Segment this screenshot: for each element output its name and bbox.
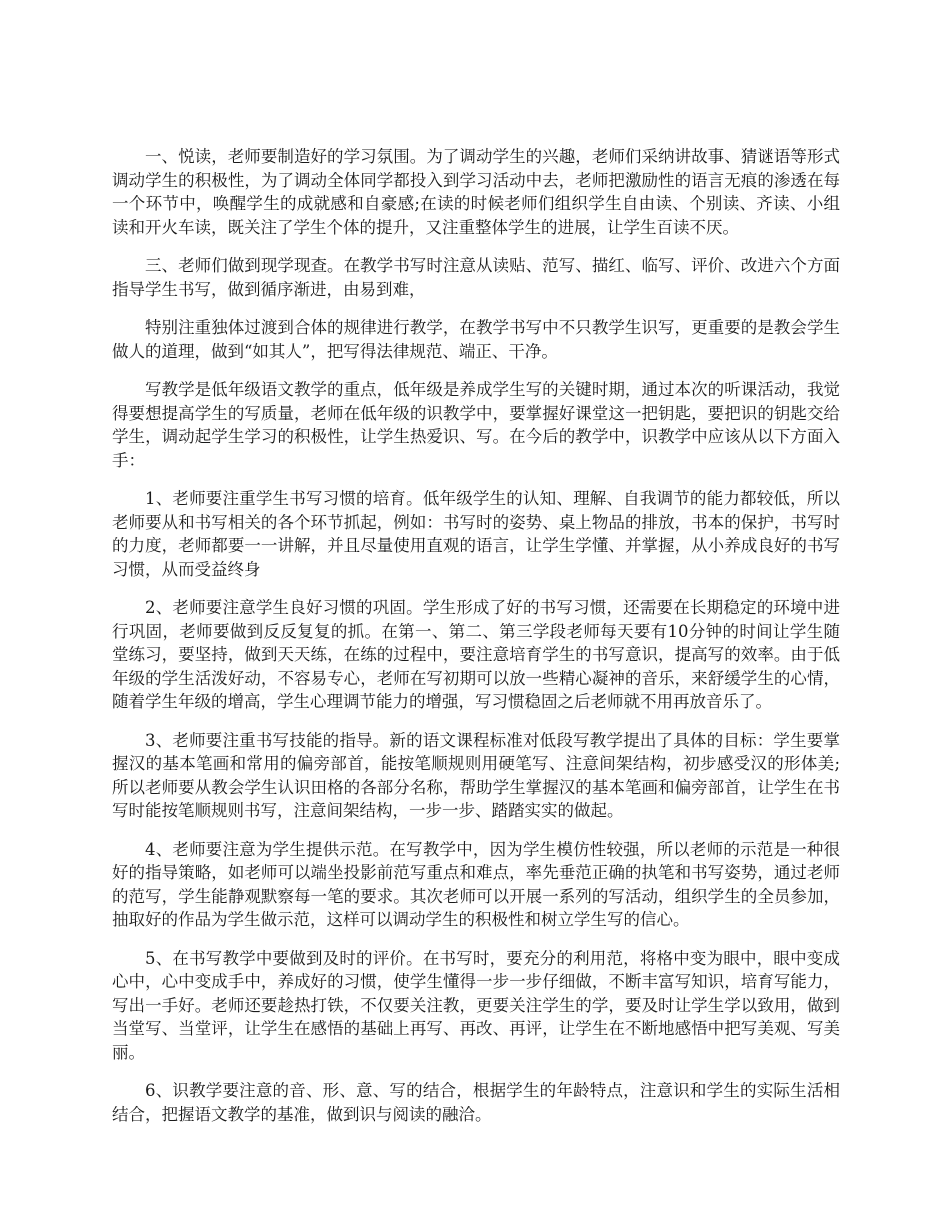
paragraph-point-3-skills: 3、老师要注重书写技能的指导。新的语文课程标准对低段写教学提出了具体的目标：学生要掌握汉的基本笔画和常用的偏旁部首，能按笔顺规则用硬笔写、注意间架结构，初步感受汉的形体美;所以老师要从教会学生认识田格的各部分名称，帮助学生掌握汉的基本笔画和偏旁部首，让学生在书写时能按笔顺规则书写，注意间架结构，一步一步、踏踏实实的做起。 [112, 730, 840, 820]
document-body [112, 145, 840, 1141]
paragraph-point-1-habits: 1、老师要注重学生书写习惯的培育。低年级学生的认知、理解、自我调节的能力都较低，所以老师要从和书写相关的各个环节抓起，例如：书写时的姿势、桌上物品的排放，书本的保护，书写时的力度，老师都要一一讲解，并且尽量使用直观的语言，让学生学懂、并掌握，从小养成良好的书写习惯，从而受益终身 [112, 489, 840, 579]
paragraph-reading-atmosphere: 一、悦读，老师要制造好的学习氛围。为了调动学生的兴趣，老师们采纳讲故事、猜谜语等形式调动学生的积极性，为了调动全体同学都投入到学习活动中去，老师把激励性的语言无痕的渗透在每一个环节中，唤醒学生的成就感和自豪感;在读的时候老师们组织学生自由读、个别读、齐读、小组读和开火车读，既关注了学生个体的提升，又注重整体学生的进展，让学生百读不厌。 [112, 147, 840, 237]
paragraph-point-4-demonstration: 4、老师要注意为学生提供示范。在写教学中，因为学生模仿性较强，所以老师的示范是一种很好的指导策略，如老师可以端坐投影前范写重点和难点，率先垂范正确的执笔和书写姿势，通过老师的范写，学生能静观默察每一笔的要求。其次老师可以开展一系列的写活动，组织学生的全员参加，抽取好的作品为学生做示范，这样可以调动学生的积极性和树立学生写的信心。 [112, 839, 840, 929]
paragraph-learn-and-check: 三、老师们做到现学现查。在教学书写时注意从读贴、范写、描红、临写、评价、改进六个方面指导学生书写，做到循序渐进，由易到难， [112, 256, 840, 299]
paragraph-point-5-evaluation: 5、在书写教学中要做到及时的评价。在书写时，要充分的利用范，将格中变为眼中，眼中变成心中，心中变成手中，养成好的习惯，使学生懂得一步一步仔细做，不断丰富写知识，培育写能力，写出一手好。老师还要趁热打铁，不仅要关注教，更要关注学生的学，要及时让学生学以致用，做到当堂写、当堂评，让学生在感悟的基础上再写、再改、再评，让学生在不断地感悟中把写美观、写美丽。 [112, 948, 840, 1062]
paragraph-point-6-integration: 6、识教学要注意的音、形、意、写的结合，根据学生的年龄特点，注意识和学生的实际生活相结合，把握语文教学的基准，做到识与阅读的融洽。 [112, 1081, 840, 1124]
paragraph-writing-focus: 写教学是低年级语文教学的重点，低年级是养成学生写的关键时期，通过本次的听课活动，我觉得要想提高学生的写质量，老师在低年级的识教学中，要掌握好课堂这一把钥匙，要把识的钥匙交给学生，调动起学生学习的积极性，让学生热爱识、写。在今后的教学中，识教学中应该从以下方面入手： [112, 380, 840, 470]
paragraph-single-to-compound: 特别注重独体过渡到合体的规律进行教学，在教学书写中不只教学生识写，更重要的是教会学生做人的道理，做到“如其人”，把写得法律规范、端正、干净。 [112, 318, 840, 361]
paragraph-point-2-consolidation: 2、老师要注意学生良好习惯的巩固。学生形成了好的书写习惯，还需要在长期稳定的环境中进行巩固，老师要做到反反复复的抓。在第一、第二、第三学段老师每天要有10分钟的时间让学生随堂练习，要坚持，做到天天练，在练的过程中，要注意培育学生的书写意识，提高写的效率。由于低年级的学生活泼好动，不容易专心，老师在写初期可以放一些精心凝神的音乐，来舒缓学生的心情，随着学生年级的增高，学生心理调节能力的增强，写习惯稳固之后老师就不用再放音乐了。 [112, 598, 840, 711]
